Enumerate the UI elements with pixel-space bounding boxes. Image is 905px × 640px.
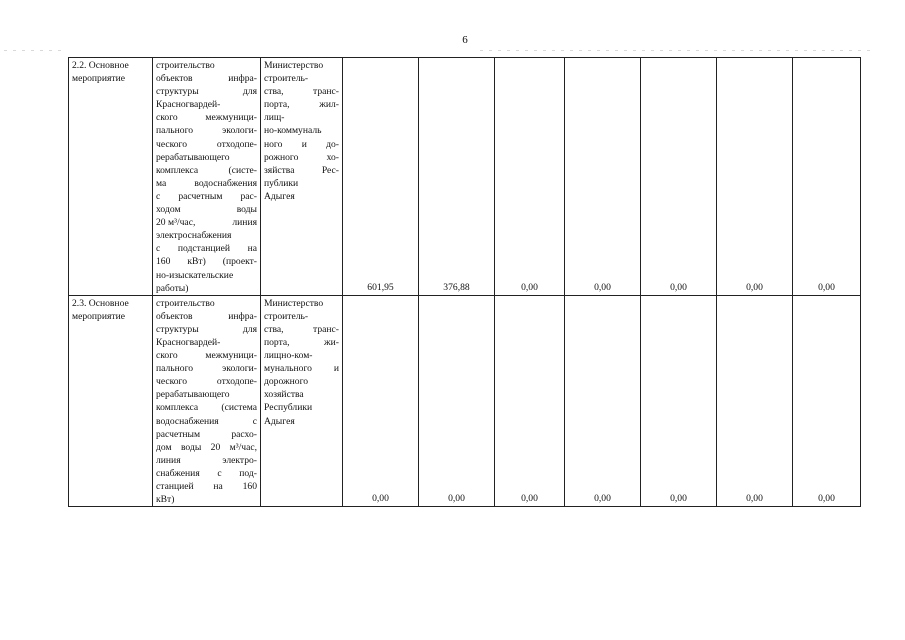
funding-value-cell: 0,00 xyxy=(565,295,641,507)
activity-description-line: строительство xyxy=(156,60,215,71)
funding-value-cell: 0,00 xyxy=(717,295,793,507)
word: Рес- xyxy=(321,164,339,176)
word: жил- xyxy=(319,99,339,111)
activity-description-line xyxy=(156,85,257,98)
activity-description-line: 160 кВт) (проект- xyxy=(156,256,257,268)
word: транс- xyxy=(313,86,339,98)
executor-line: Министерство xyxy=(264,60,324,71)
funding-value-cell: 0,00 xyxy=(565,58,641,296)
activity-description-line: рерабатывающего xyxy=(156,151,230,163)
executor-line: публики xyxy=(264,177,299,189)
executor-line xyxy=(264,336,339,349)
word: линия xyxy=(156,454,181,466)
word: до- xyxy=(326,138,339,150)
executor-line: строитель- xyxy=(264,310,309,322)
activity-code-line: мероприятие xyxy=(72,73,125,85)
funding-value-cell: 0,00 xyxy=(717,58,793,296)
activity-description-line: комплекса (систе- xyxy=(156,164,257,176)
funding-value-cell: 0,00 xyxy=(793,295,861,507)
executor-line: строитель- xyxy=(264,73,309,85)
activity-description-line: ческого отходопе- xyxy=(156,376,257,388)
activity-description-line: электроснабжения xyxy=(156,230,232,242)
word: ства, xyxy=(264,86,284,98)
activity-description-line: дом воды 20 м³/час, xyxy=(156,441,257,453)
word: электро- xyxy=(222,454,257,466)
funding-value-cell: 0,00 xyxy=(641,58,717,296)
word: инфра- xyxy=(228,310,257,322)
word: порта, xyxy=(264,99,290,111)
table-row xyxy=(69,295,861,507)
word: 160 xyxy=(242,481,257,492)
activity-description-line: Красногвардей- xyxy=(156,99,221,111)
word: воды xyxy=(236,204,257,216)
activity-description-cell xyxy=(153,58,261,296)
activity-description-line: ского межмуници- xyxy=(156,112,257,124)
funding-value-cell: 0,00 xyxy=(495,58,565,296)
executor-line xyxy=(264,151,339,164)
table-row xyxy=(69,58,861,296)
word: объектов xyxy=(156,310,193,322)
word: расчетным xyxy=(178,190,223,202)
activity-description-line xyxy=(156,454,257,467)
funding-value-cell: 0,00 xyxy=(641,295,717,507)
activity-description-line: снабжения с под- xyxy=(156,467,257,479)
executor-line xyxy=(264,85,339,98)
executor-line: Республики xyxy=(264,402,313,414)
word: зяйства xyxy=(264,164,295,176)
funding-value-cell: 376,88 xyxy=(419,58,495,296)
word: ходом xyxy=(156,204,181,216)
word: с xyxy=(252,415,257,427)
word: транс- xyxy=(313,323,339,335)
activity-description-line: ма водоснабжения xyxy=(156,177,257,189)
activity-code-line: 2.2. Основное xyxy=(72,60,129,71)
activity-description-line: с подстанцией на xyxy=(156,243,257,255)
executor-line: лищно-ком- xyxy=(264,350,313,362)
activity-description-line xyxy=(156,480,257,493)
executor-line xyxy=(264,164,339,177)
executor-line: Адыгея xyxy=(264,190,295,202)
funding-value-cell: 0,00 xyxy=(343,295,419,507)
activity-description-line: пального экологи- xyxy=(156,125,257,137)
activity-description-line xyxy=(156,72,257,85)
word: водоснабжения xyxy=(156,415,219,427)
executor-line: лищ- xyxy=(264,112,285,124)
funding-value-cell: 0,00 xyxy=(495,295,565,507)
scan-artifact-line xyxy=(4,50,64,51)
activity-description-line xyxy=(156,190,257,203)
executor-line xyxy=(264,323,339,336)
word: объектов xyxy=(156,73,193,85)
word: для xyxy=(242,323,257,335)
activity-description-line: Красногвардей- xyxy=(156,336,221,348)
activity-description-line xyxy=(156,310,257,323)
word: ного xyxy=(264,138,283,150)
executor-line: Министерство xyxy=(264,297,324,309)
activity-description-line xyxy=(156,428,257,441)
activity-code-line: 2.3. Основное xyxy=(72,297,129,309)
funding-value-cell: 0,00 xyxy=(419,295,495,507)
activity-description-line: работы) xyxy=(156,282,189,294)
activity-description-cell xyxy=(153,295,261,507)
scan-artifact-line xyxy=(480,50,875,51)
word: ства, xyxy=(264,323,284,335)
activity-description-line: строительство xyxy=(156,297,215,309)
page-number: 6 xyxy=(462,34,468,46)
program-activities-table xyxy=(68,57,861,507)
executor-line: но-коммуналь xyxy=(264,125,322,137)
word: структуры xyxy=(156,323,199,335)
activity-code-line: мероприятие xyxy=(72,310,125,322)
activity-description-line: кВт) xyxy=(156,494,175,506)
word: 20 м³/час, xyxy=(156,217,196,229)
executor-line: мунального и xyxy=(264,363,339,375)
word: хо- xyxy=(326,151,339,163)
word: на xyxy=(213,481,223,492)
word: линия xyxy=(232,217,257,229)
executor-line xyxy=(264,138,339,151)
activity-description-line: пального экологи- xyxy=(156,363,257,375)
word: инфра- xyxy=(228,73,257,85)
responsible-executor-cell xyxy=(261,58,343,296)
funding-value-cell: 0,00 xyxy=(793,58,861,296)
funding-value-cell: 601,95 xyxy=(343,58,419,296)
executor-line xyxy=(264,98,339,111)
activity-description-line xyxy=(156,203,257,216)
word: рожного xyxy=(264,151,299,163)
activity-description-line: ческого отходопе- xyxy=(156,138,257,150)
activity-description-line: ского межмуници- xyxy=(156,350,257,362)
executor-line: хозяйства xyxy=(264,389,304,401)
word: жи- xyxy=(324,336,339,348)
activity-description-line xyxy=(156,415,257,428)
activity-description-line: но-изыскательские xyxy=(156,269,234,281)
word: структуры xyxy=(156,86,199,98)
word: для xyxy=(242,86,257,98)
executor-line: Адыгея xyxy=(264,415,295,427)
word: и xyxy=(301,138,307,150)
word: с xyxy=(156,190,161,202)
activity-code-cell xyxy=(69,58,153,296)
activity-description-line xyxy=(156,323,257,336)
activity-description-line xyxy=(156,216,257,229)
activity-code-cell xyxy=(69,295,153,507)
executor-line: дорожного xyxy=(264,376,309,388)
activity-description-line: рерабатывающего xyxy=(156,389,230,401)
word: порта, xyxy=(264,336,290,348)
responsible-executor-cell xyxy=(261,295,343,507)
word: станцией xyxy=(156,481,194,492)
activity-description-line: комплекса (система xyxy=(156,402,257,414)
word: расчетным xyxy=(156,428,201,440)
word: рас- xyxy=(240,190,257,202)
word: расхо- xyxy=(231,428,257,440)
